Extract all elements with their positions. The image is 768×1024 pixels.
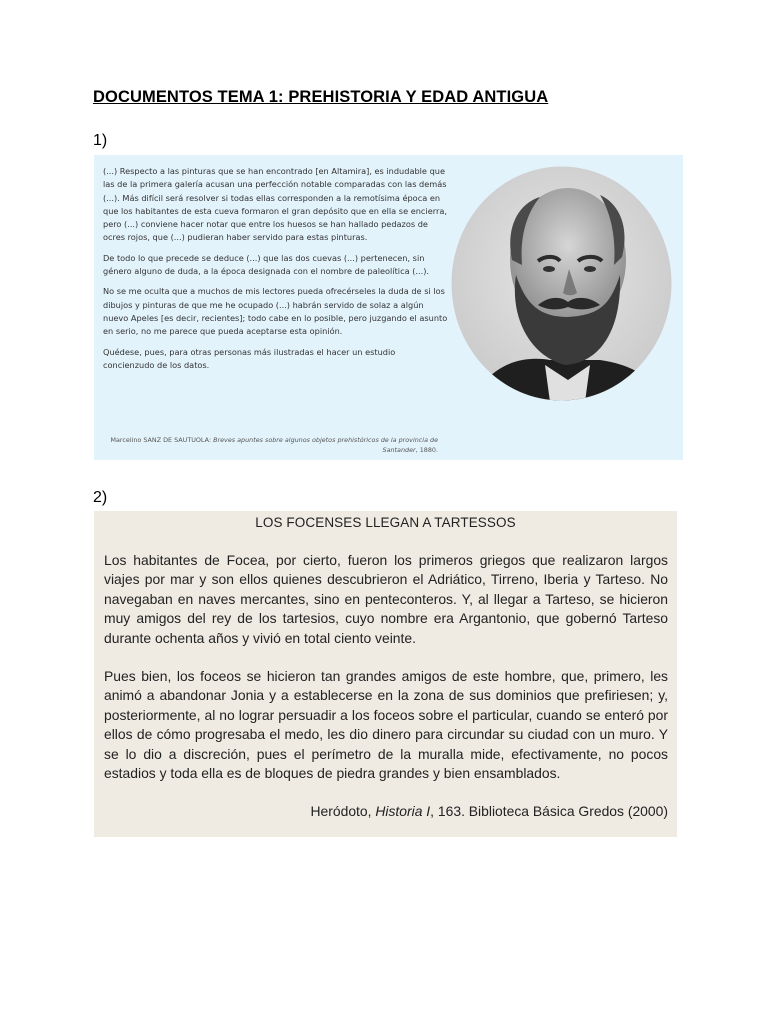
document-2-heading: LOS FOCENSES LLEGAN A TARTESSOS <box>255 515 516 530</box>
document-1-text <box>103 165 448 379</box>
portrait-image <box>450 165 673 402</box>
document-2-text <box>104 551 668 802</box>
document-2-paragraph: Los habitantes de Focea, por cierto, fueron los primeros griegos que realizaron largos viajes por mar y son ellos quienes descubrieron el Adriático, Tirreno, Iberia y Tarteso. No navegaban en naves mercantes, sino en penteconteros. Y, al llegar a Tarteso, se hicieron muy amigos del rey de los tartesios, cuyo nombre era Argantonio, que gobernó Tarteso durante ochenta años y vivió en total ciento veinte. <box>104 552 668 646</box>
credit-work: Breves apuntes sobre algunos objetos prehistóricos de la provincia de Santander <box>213 436 438 454</box>
document-2-number: 2) <box>93 489 108 506</box>
document-1-number: 1) <box>93 132 108 149</box>
document-1-paragraph: De todo lo que precede se deduce (...) que las dos cuevas (...) pertenecen, sin género alguno de duda, a la época designada con el nombre de paleolítica (...). <box>103 252 429 277</box>
source-work: Historia I <box>375 803 431 819</box>
document-2-paragraph: Pues bien, los foceos se hicieron tan grandes amigos de este hombre, que, primero, les animó a abandonar Jonia y a establecerse en la zona de sus dominios que prefiriesen; y, posteriormente, al no lograr persuadir a los foceos sobre el particular, cuando se enteró por ellos de cómo progresaba el medo, les dio dinero para circundar su ciudad con un muro. Y se lo dio a discreción, pues el perímetro de la muralla mide, efectivamente, no pocos estadios y toda ella es de bloques de piedra grandes y bien ensamblados. <box>104 668 668 782</box>
document-1-paragraph: (...) Respecto a las pinturas que se han encontrado [en Altamira], es indudable que las de la primera galería acusan una perfección notable comparadas con las demás (...). Más difícil será resolver si todas ellas corresponden a la remotísima época en que los habitantes de esta cueva formaron el gran depósito que en ella se encierra, pero (...) conviene hacer notar que entre los huesos se han hallado pedazos de ocres rojos, que (...) pudieran haber servido para estas pinturas. <box>103 166 447 243</box>
document-1-paragraph: No se me oculta que a muchos de mis lectores pueda ofrecérseles la duda de si los dibujos y pinturas de que me he ocupado (...) habrán servido de solaz a algún nuevo Apeles [es decir, recientes]; todo cabe en lo posible, pero juzgando el asunto en serio, no me parece que pueda aceptarse esta opinión. <box>103 286 448 337</box>
source-author: Heródoto, <box>310 803 376 819</box>
credit-year: , 1880. <box>415 446 438 454</box>
source-rest: , 163. Biblioteca Básica Gredos (2000) <box>430 803 668 819</box>
document-1-credit <box>103 435 438 455</box>
document-1-paragraph: Quédese, pues, para otras personas más ilustradas el hacer un estudio concienzudo de los datos. <box>103 346 396 370</box>
document-2-box <box>94 511 677 837</box>
credit-author: Marcelino SANZ DE SAUTUOLA: <box>110 436 212 444</box>
document-2-source <box>310 803 668 819</box>
document-1-box <box>94 155 683 460</box>
page-title: DOCUMENTOS TEMA 1: PREHISTORIA Y EDAD ANTIGUA <box>93 88 549 106</box>
